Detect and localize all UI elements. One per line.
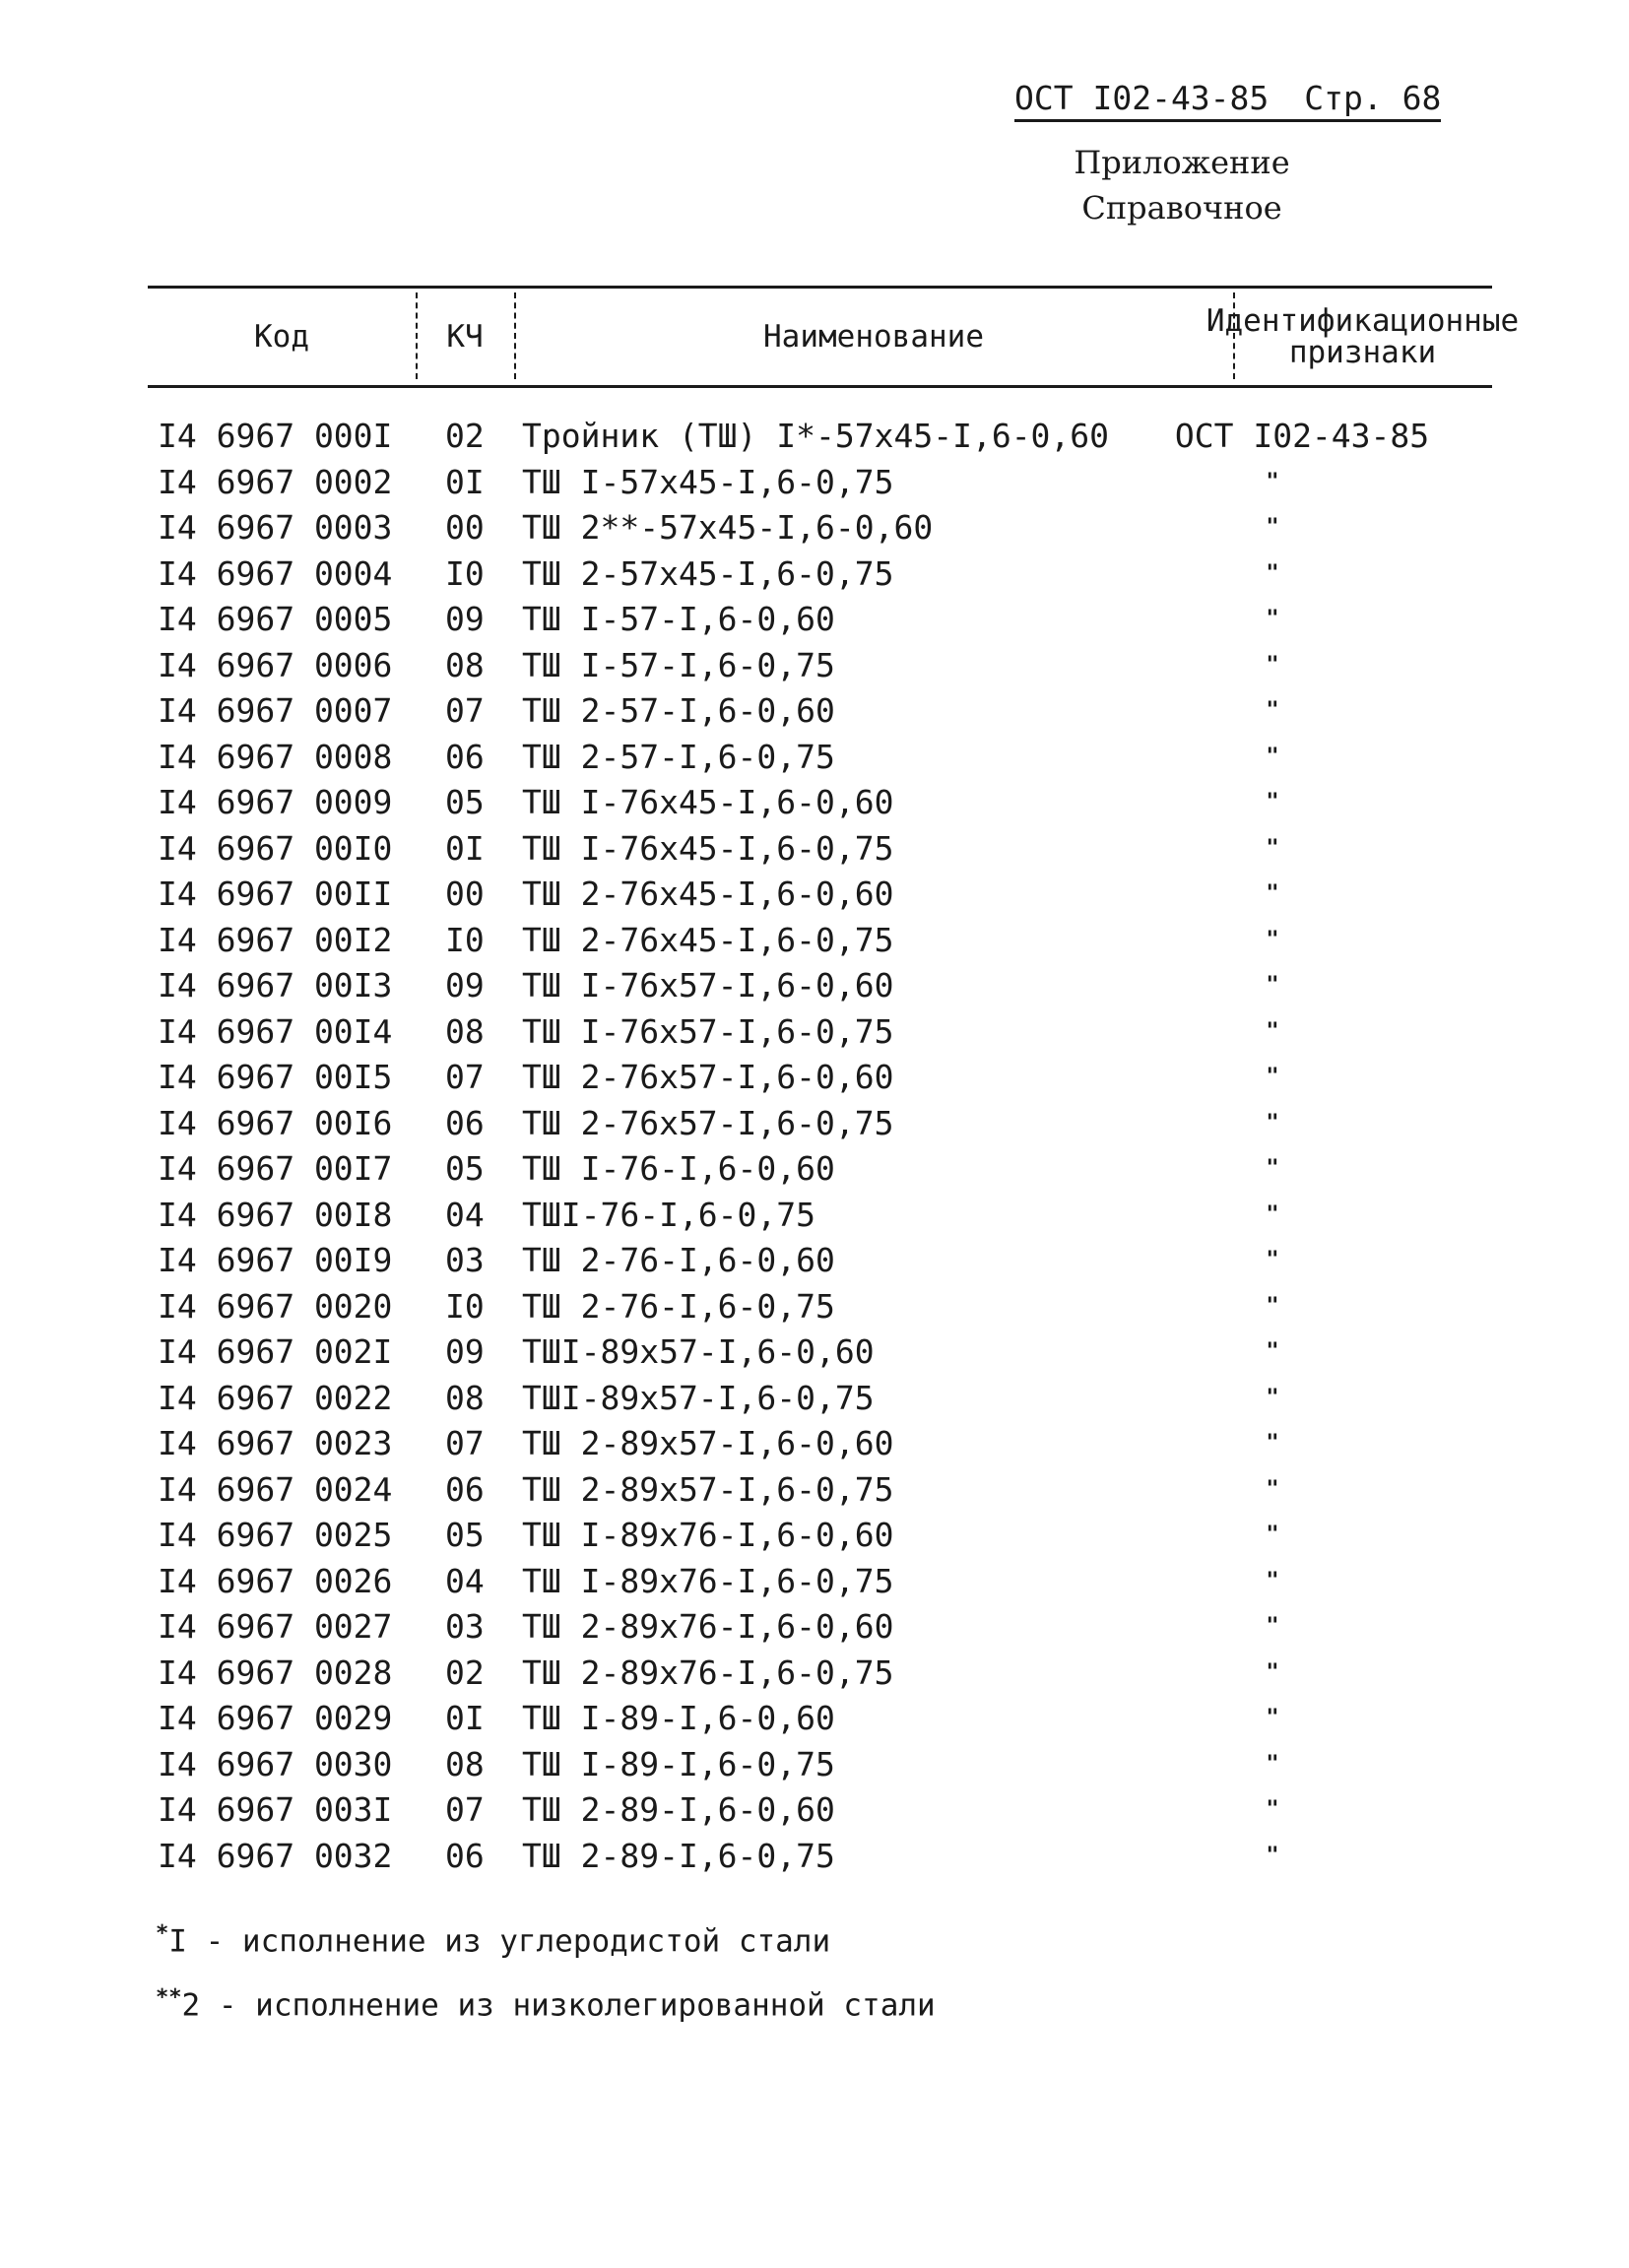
table-row [158,1055,1497,1101]
cell-ident: " [1266,1843,1279,1868]
cell-name: ТШ 2-89х57-I,6-0,60 [522,1424,894,1462]
cell-ident: " [1266,1065,1279,1089]
cell-kch: 05 [445,1516,485,1554]
appendix-type: Справочное [1081,189,1282,227]
cell-name: ТШI-76-I,6-0,75 [522,1195,816,1234]
page-number: 68 [1401,79,1442,117]
table-row [158,780,1497,826]
cell-code: I4 6967 0020 [158,1286,393,1326]
cell-ident: " [1266,1156,1279,1181]
cell-kch: 09 [445,600,485,638]
table-row [158,1009,1497,1056]
cell-name: ТШ 2-76х57-I,6-0,75 [522,1103,894,1142]
column-header-name: Наименование [763,319,984,355]
cell-name: ТШ 2-57-I,6-0,75 [522,737,835,776]
cell-code: I4 6967 0009 [158,783,393,821]
cell-kch: 07 [445,1790,485,1829]
cell-code: I4 6967 0005 [158,600,393,638]
footnotes [156,1906,936,2035]
cell-name: ТШ I-89-I,6-0,75 [522,1744,835,1783]
cell-kch: 06 [445,1469,485,1509]
footnote-1-mark: * [156,1921,169,1946]
cell-ident: " [1266,652,1279,678]
cell-ident: " [1266,790,1279,814]
cell-name: ТШ I-57х45-I,6-0,75 [522,462,894,501]
cell-code: I4 6967 00I6 [158,1103,393,1142]
cell-code: I4 6967 00I5 [158,1058,393,1096]
cell-kch: 05 [445,1149,485,1188]
cell-code: I4 6967 0023 [158,1424,393,1462]
footnote-2-mark: ** [156,1985,182,2011]
table-row [158,1193,1497,1239]
cell-kch: 02 [445,417,485,455]
cell-name: ТШ I-89-I,6-0,60 [522,1699,835,1737]
cell-ident: " [1266,835,1279,861]
cell-name: ТШ 2-57х45-I,6-0,75 [522,553,894,593]
cell-name: ТШ 2-76х57-I,6-0,60 [522,1058,894,1096]
cell-name: ТШ 2**-57х45-I,6-0,60 [522,508,934,547]
table-row [158,1376,1497,1422]
cell-code: I4 6967 0032 [158,1836,393,1875]
cell-name: ТШ 2-89х76-I,6-0,75 [522,1652,894,1692]
footnote-1 [156,1906,936,1970]
table-row [158,1742,1497,1788]
cell-code: I4 6967 00I0 [158,828,393,868]
cell-ident: " [1266,1614,1279,1639]
cell-name: ТШ I-76х45-I,6-0,60 [522,783,894,821]
table-row [158,872,1497,918]
table-row [158,1284,1497,1330]
cell-name: ТШ I-57-I,6-0,75 [522,645,835,684]
cell-code: I4 6967 0029 [158,1699,393,1737]
table-row [158,1238,1497,1284]
cell-ident: " [1266,1248,1279,1272]
cell-ident: ОСТ I02-43-85 [1174,417,1430,455]
cell-name: ТШ I-76х57-I,6-0,75 [522,1011,894,1051]
cell-name: ТШI-89х57-I,6-0,60 [522,1332,875,1371]
column-header-kch: КЧ [446,319,484,355]
table-row [158,1787,1497,1834]
cell-ident: " [1266,560,1279,586]
cell-code: I4 6967 0002 [158,462,393,501]
table-row [158,414,1497,460]
table-row [158,1604,1497,1651]
cell-kch: I0 [445,920,485,959]
cell-ident: " [1266,1476,1279,1502]
cell-name: ТШ I-89х76-I,6-0,60 [522,1516,894,1554]
cell-name: ТШ 2-76х45-I,6-0,75 [522,920,894,959]
table-row [158,735,1497,781]
cell-ident: " [1266,927,1279,952]
table-row [158,688,1497,735]
table-row [158,1513,1497,1559]
cell-kch: 06 [445,737,485,776]
cell-kch: I0 [445,553,485,593]
table-row [158,826,1497,873]
cell-name: ТШ I-89х76-I,6-0,75 [522,1561,894,1600]
cell-ident: " [1266,1797,1279,1822]
cell-ident: " [1266,1293,1279,1319]
cell-code: I4 6967 0008 [158,737,393,776]
cell-kch: 04 [445,1561,485,1600]
cell-name: ТШ 2-89-I,6-0,60 [522,1790,835,1829]
cell-name: ТШ 2-76-I,6-0,60 [522,1241,835,1279]
column-divider [514,292,516,379]
footnote-2 [156,1970,936,2034]
cell-name: ТШ I-76-I,6-0,60 [522,1149,835,1188]
table-row [158,918,1497,964]
cell-kch: 0I [445,1699,485,1737]
table-row [158,1651,1497,1697]
cell-kch: 00 [445,875,485,913]
cell-kch: 07 [445,1424,485,1462]
cell-kch: 0I [445,828,485,868]
table-body [158,414,1497,1879]
column-divider [1233,292,1235,379]
appendix-title: Приложение [1074,144,1290,181]
cell-kch: 02 [445,1652,485,1692]
table-header [148,286,1520,388]
page-label: Стр. [1304,79,1383,117]
table-row [158,1101,1497,1147]
cell-kch: 00 [445,508,485,547]
cell-code: I4 6967 00I9 [158,1241,393,1279]
cell-name: ТШ 2-89-I,6-0,75 [522,1836,835,1875]
cell-code: I4 6967 00I8 [158,1195,393,1234]
cell-ident: " [1266,1568,1279,1593]
table-row [158,551,1497,598]
table-row [158,1467,1497,1514]
cell-code: I4 6967 0006 [158,645,393,684]
document-header [1014,79,1441,122]
cell-code: I4 6967 0022 [158,1378,393,1417]
cell-code: I4 6967 0003 [158,508,393,547]
cell-ident: " [1266,469,1279,494]
column-header-ident-line1: Идентификационные [1205,303,1520,339]
cell-ident: " [1266,744,1279,769]
cell-kch: 06 [445,1103,485,1142]
cell-kch: 08 [445,645,485,684]
cell-name: ТШ I-57-I,6-0,60 [522,600,835,638]
cell-code: I4 6967 0026 [158,1561,393,1600]
cell-kch: 04 [445,1195,485,1234]
column-header-ident-line2: признаки [1288,335,1437,370]
table-row [158,597,1497,643]
cell-ident: " [1266,1339,1279,1364]
cell-kch: 03 [445,1241,485,1279]
column-header-code: Код [254,319,309,355]
table-row [158,505,1497,551]
cell-code: I4 6967 0030 [158,1744,393,1783]
cell-ident: " [1266,1385,1279,1410]
cell-name: Тройник (ТШ) I*-57х45-I,6-0,60 [522,417,1110,455]
cell-kch: 06 [445,1836,485,1875]
footnote-2-text: 2 - исполнение из низколегированной стали [181,1987,936,2024]
cell-name: ТШ I-76х45-I,6-0,75 [522,828,894,868]
cell-name: ТШ 2-76х45-I,6-0,60 [522,875,894,913]
cell-ident: " [1266,698,1279,723]
table-row [158,1834,1497,1880]
cell-code: I4 6967 00I7 [158,1149,393,1188]
cell-name: ТШ I-76х57-I,6-0,60 [522,966,894,1004]
cell-ident: " [1266,1431,1279,1456]
cell-ident: " [1266,1706,1279,1730]
table-row [158,1559,1497,1605]
table-row [158,460,1497,506]
cell-code: I4 6967 0028 [158,1652,393,1692]
cell-ident: " [1266,881,1279,906]
cell-code: I4 6967 00I4 [158,1011,393,1051]
cell-code: I4 6967 00I2 [158,920,393,959]
cell-code: I4 6967 002I [158,1332,393,1371]
cell-kch: 08 [445,1378,485,1417]
cell-code: I4 6967 0004 [158,553,393,593]
table-row [158,1329,1497,1376]
cell-ident: " [1266,973,1279,998]
cell-kch: 0I [445,462,485,501]
column-header-ident [1205,289,1520,385]
cell-ident: " [1266,607,1279,631]
cell-kch: 09 [445,1332,485,1371]
table-row [158,963,1497,1009]
cell-kch: 07 [445,691,485,730]
cell-ident: " [1266,1018,1279,1044]
cell-ident: " [1266,1751,1279,1777]
cell-code: I4 6967 0024 [158,1469,393,1509]
cell-kch: 08 [445,1744,485,1783]
cell-ident: " [1266,1523,1279,1547]
cell-code: I4 6967 00II [158,875,393,913]
cell-kch: 05 [445,783,485,821]
cell-kch: I0 [445,1286,485,1326]
cell-code: I4 6967 0025 [158,1516,393,1554]
cell-ident: " [1266,1659,1279,1685]
footnote-1-text: I - исполнение из углеродистой стали [168,1923,831,1960]
cell-name: ТШ 2-89х57-I,6-0,75 [522,1469,894,1509]
table-row [158,1421,1497,1467]
cell-code: I4 6967 0027 [158,1607,393,1646]
cell-code: I4 6967 0007 [158,691,393,730]
column-divider [416,292,418,379]
cell-name: ТШ 2-89х76-I,6-0,60 [522,1607,894,1646]
standard-number: ОСТ I02-43-85 [1014,79,1270,117]
cell-kch: 09 [445,966,485,1004]
cell-kch: 08 [445,1011,485,1051]
cell-name: ТШ 2-57-I,6-0,60 [522,691,835,730]
table-row [158,643,1497,689]
cell-name: ТШI-89х57-I,6-0,75 [522,1378,875,1417]
table-row [158,1146,1497,1193]
cell-code: I4 6967 003I [158,1790,393,1829]
table-row [158,1696,1497,1742]
cell-ident: " [1266,515,1279,540]
cell-kch: 03 [445,1607,485,1646]
cell-name: ТШ 2-76-I,6-0,75 [522,1286,835,1326]
cell-code: I4 6967 000I [158,417,393,455]
cell-kch: 07 [445,1058,485,1096]
cell-ident: " [1266,1110,1279,1135]
cell-ident: " [1266,1201,1279,1227]
cell-code: I4 6967 00I3 [158,966,393,1004]
appendix-label [1044,140,1320,230]
